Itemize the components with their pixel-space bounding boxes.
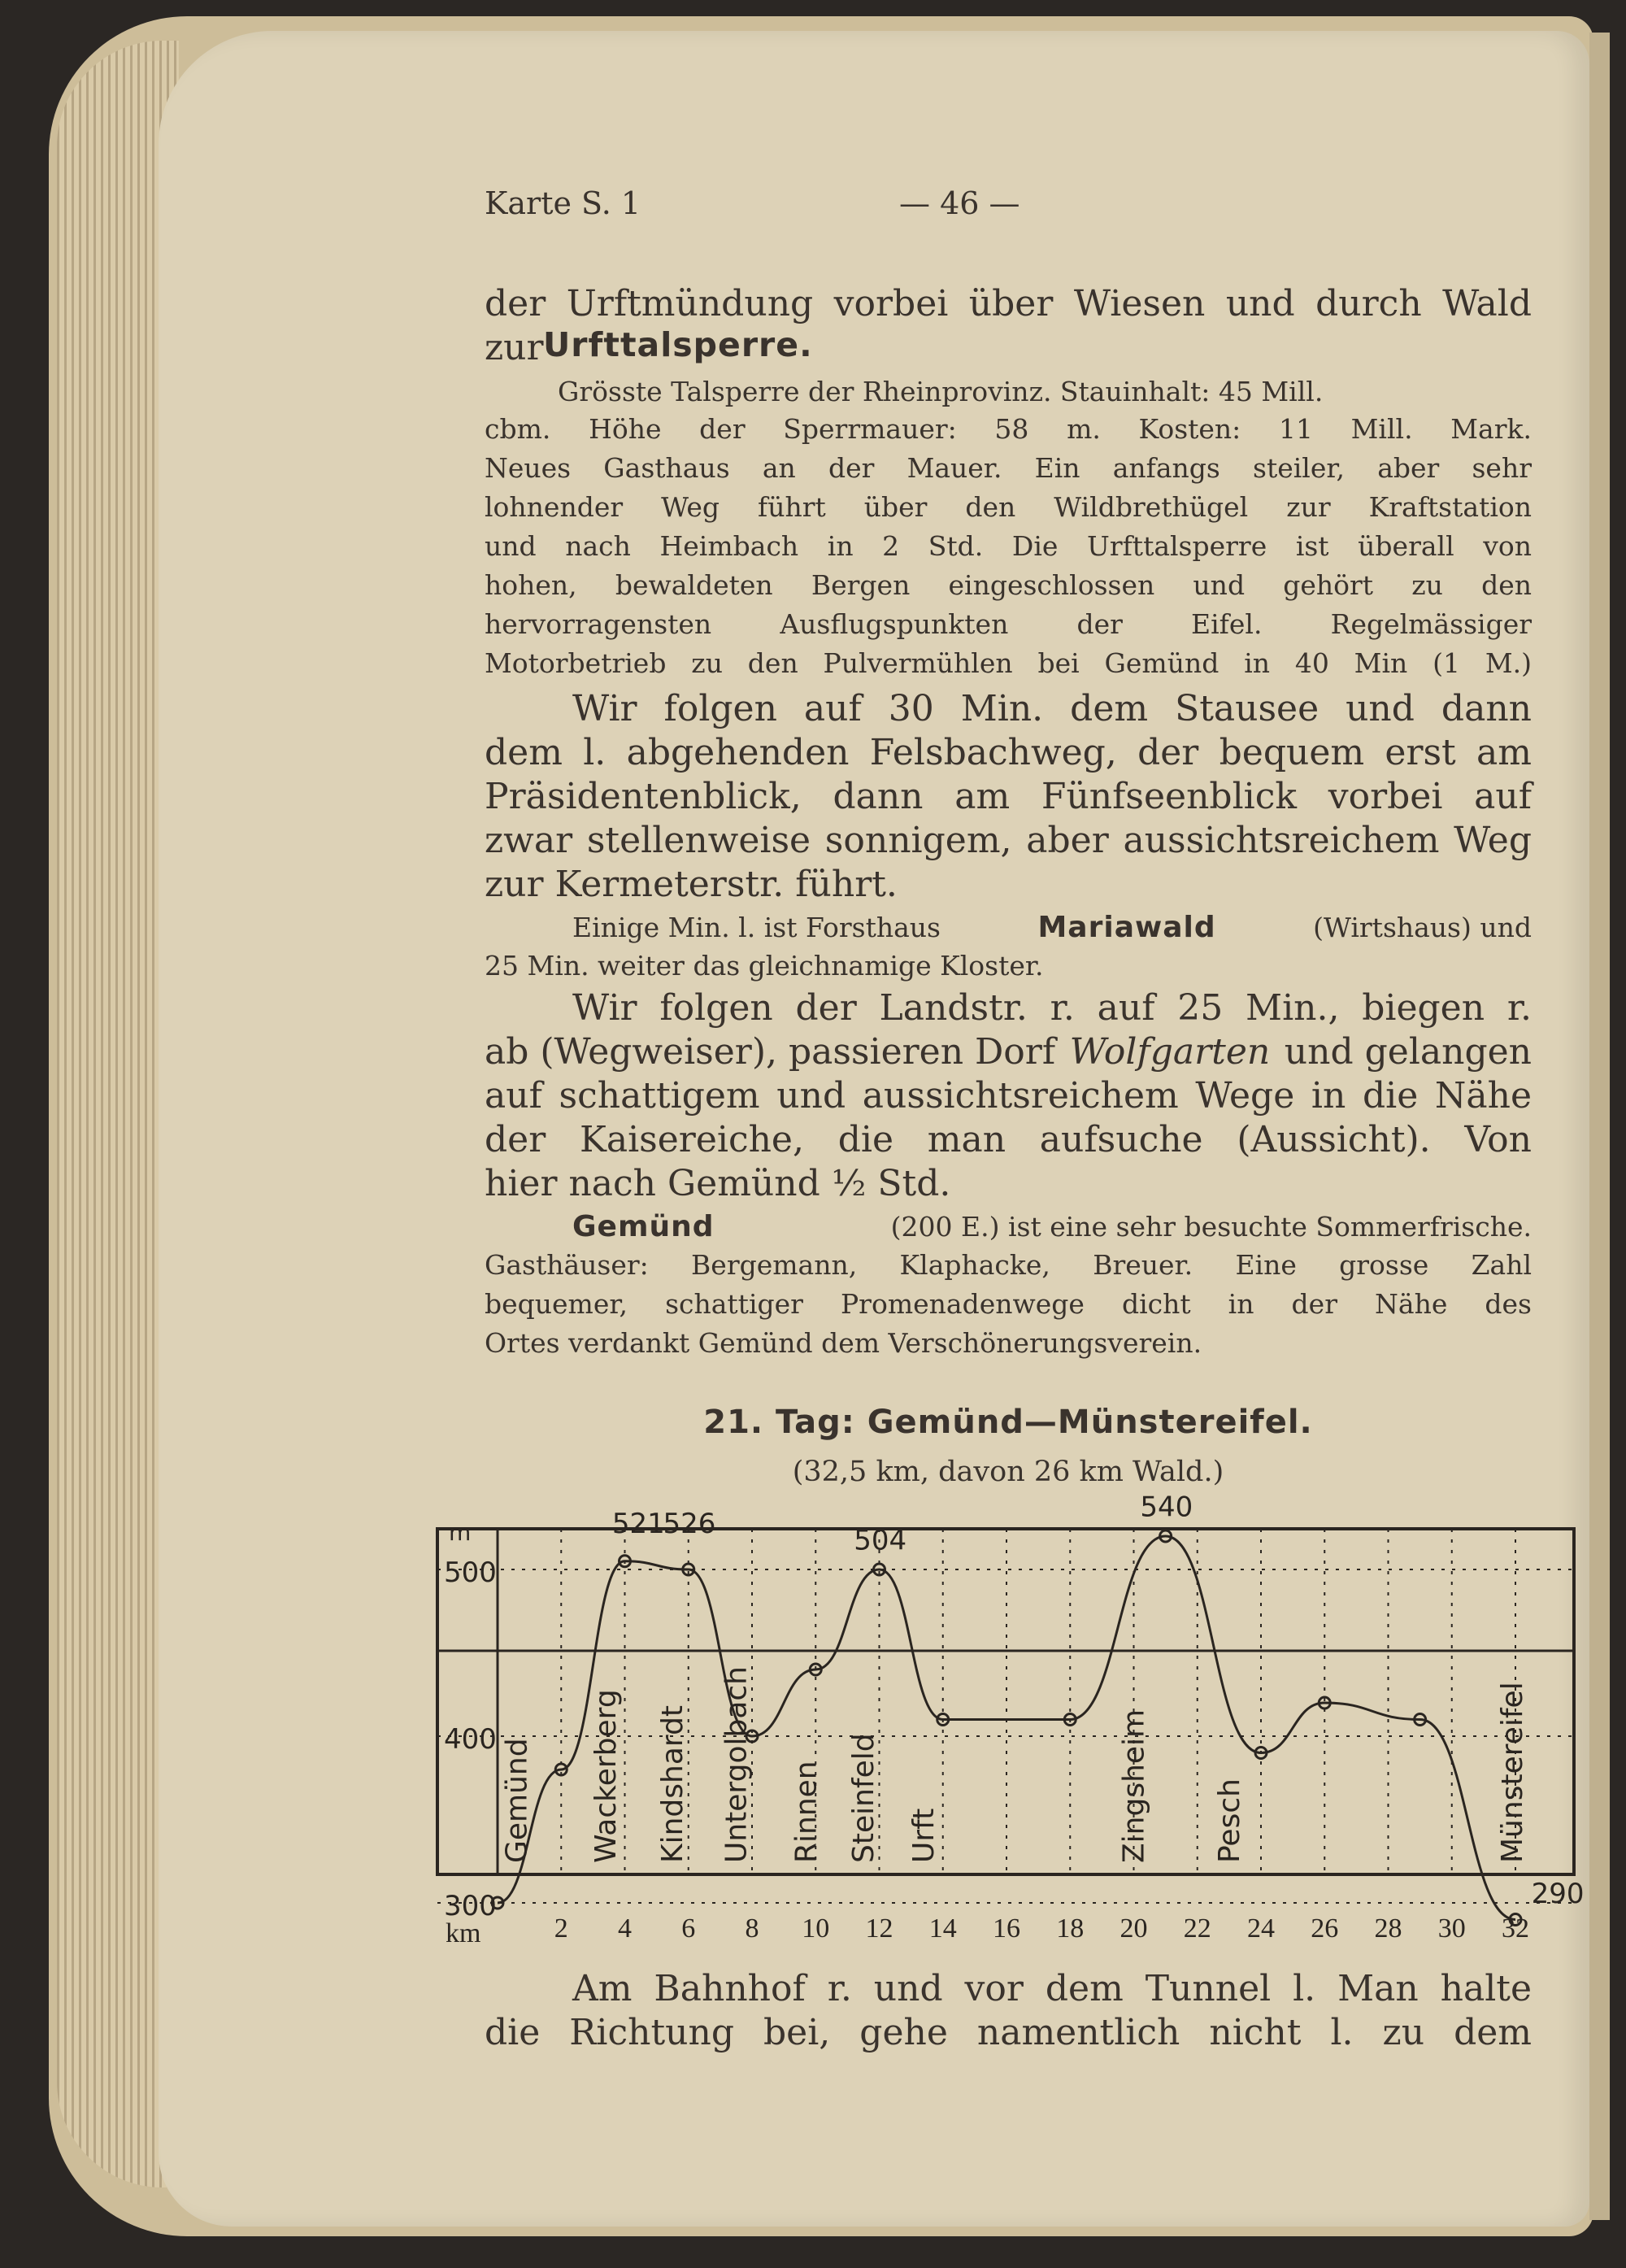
x-tick-label: 12 — [865, 1913, 893, 1944]
text-line: Ortes verdankt Gemünd dem Verschönerungsverein. — [485, 1327, 1202, 1359]
text-line: die Richtung bei, gehe namentlich nicht l. zu dem — [485, 2012, 1532, 2053]
x-tick-label: 16 — [993, 1913, 1020, 1944]
text-line: zwar stellenweise sonnigem, aber aussichtsreichem Weg — [485, 820, 1532, 861]
x-tick-label: 14 — [928, 1913, 957, 1944]
text-line: bequemer, schattiger Promenadenwege dicht in der Nähe des — [485, 1288, 1532, 1320]
y-tick-label: 300 — [444, 1890, 497, 1922]
elevation-label: 540 — [1140, 1491, 1193, 1524]
text-line: auf schattigem und aussichtsreichem Wege in die Nähe — [485, 1075, 1532, 1117]
place-label: Pesch — [1212, 1778, 1246, 1863]
place-heading-urfttalsperre: Urfttalsperre. — [543, 325, 813, 364]
place-label: Wackerberg — [589, 1689, 623, 1863]
x-tick-label: 22 — [1183, 1913, 1211, 1944]
text-line: Wir folgen auf 30 Min. dem Stausee und dann — [572, 688, 1532, 729]
elevation-label: 290 — [1531, 1878, 1585, 1911]
text-segment: ab (Wegweiser), passieren Dorf — [485, 1031, 1056, 1073]
day-subheading: (32,5 km, davon 26 km Wald.) — [792, 1456, 1224, 1488]
elevation-label: 504 — [854, 1524, 907, 1557]
place-label: Rinnen — [789, 1761, 824, 1863]
text-line: Grösste Talsperre der Rheinprovinz. Stauinhalt: 45 Mill. — [558, 376, 1324, 407]
text-segment: Einige Min. l. ist Forsthaus — [572, 912, 941, 943]
text-line: cbm. Höhe der Sperrmauer: 58 m. Kosten: 11 Mill. Mark. — [485, 413, 1532, 445]
x-tick-label: 32 — [1502, 1913, 1529, 1944]
text-line: hier nach Gemünd ½ Std. — [485, 1163, 951, 1204]
x-tick-label: 30 — [1437, 1913, 1466, 1944]
place-label: Steinfeld — [846, 1733, 880, 1863]
day-heading: 21. Tag: Gemünd—Münstereifel. — [703, 1404, 1313, 1441]
text-segment: (200 E.) ist eine sehr besuchte Sommerfrische. — [890, 1211, 1532, 1243]
text-segment: und gelangen — [1284, 1031, 1532, 1073]
x-tick-label: 18 — [1056, 1913, 1085, 1944]
text-segment: (Wirtshaus) und — [1313, 912, 1532, 943]
x-axis-labels — [446, 1913, 1529, 1948]
text-line: und nach Heimbach in 2 Std. Die Urfttalsperre ist überall von — [485, 530, 1532, 562]
text-line: 25 Min. weiter das gleichnamige Kloster. — [485, 950, 1044, 982]
text-line: dem l. abgehenden Felsbachweg, der bequem erst am — [485, 732, 1532, 773]
x-tick-label: 4 — [618, 1913, 632, 1944]
y-tick-label: 400 — [444, 1723, 497, 1756]
text-line: hervorragensten Ausflugspunkten der Eifel. Regelmässiger — [485, 608, 1532, 640]
place-heading-gemuend: Gemünd — [572, 1210, 715, 1243]
text-line: Am Bahnhof r. und vor dem Tunnel l. Man halte — [572, 1968, 1532, 2009]
text-line: Motorbetrieb zu den Pulvermühlen bei Gemünd in 40 Min (1 M.) — [485, 647, 1532, 679]
x-tick-label: 20 — [1120, 1913, 1148, 1944]
y-unit-label: m — [449, 1519, 472, 1546]
x-tick-label: 8 — [745, 1913, 759, 1944]
text-line: der Kaisereiche, die man aufsuche (Aussicht). Von — [485, 1119, 1532, 1160]
x-tick-label: 24 — [1247, 1913, 1275, 1944]
text-line: hohen, bewaldeten Bergen eingeschlossen und gehört zu den — [485, 569, 1532, 601]
page-number: — 46 — — [899, 185, 1020, 221]
elevation-labels — [612, 1491, 1585, 1911]
elevation-label: 521 — [611, 1508, 665, 1540]
x-tick-label: 28 — [1374, 1913, 1402, 1944]
place-name-wolfgarten: Wolfgarten — [1069, 1031, 1271, 1073]
x-tick-label: 2 — [554, 1913, 568, 1944]
place-label: Untergolbach — [720, 1666, 754, 1863]
x-tick-label: 6 — [681, 1913, 696, 1944]
place-label: Zingsheim — [1117, 1709, 1151, 1863]
text-line: zur Kermeterstr. führt. — [485, 864, 898, 905]
place-labels — [500, 1666, 1529, 1863]
map-reference: Karte S. 1 — [485, 185, 641, 221]
text-line: zur — [485, 327, 544, 368]
y-axis-labels — [444, 1519, 497, 1922]
place-label: Urft — [907, 1808, 941, 1863]
text-line: der Urftmündung vorbei über Wiesen und durch Wald — [485, 283, 1532, 324]
x-unit-label: km — [446, 1918, 481, 1948]
y-tick-label: 500 — [444, 1556, 497, 1589]
text-line: Präsidentenblick, dann am Fünfseenblick vorbei auf — [485, 776, 1532, 817]
elevation-line — [492, 1530, 1521, 1926]
place-label: Münstereifel — [1496, 1682, 1529, 1863]
text-line: Neues Gasthaus an der Mauer. Ein anfangs steiler, aber sehr — [485, 452, 1532, 484]
place-label: Kindshardt — [656, 1704, 690, 1863]
text-line: Gasthäuser: Bergemann, Klaphacke, Breuer. Eine grosse Zahl — [485, 1249, 1532, 1281]
place-heading-mariawald: Mariawald — [1037, 911, 1216, 944]
place-label: Gemünd — [500, 1738, 534, 1863]
x-tick-label: 10 — [802, 1913, 830, 1944]
text-line: Wir folgen der Landstr. r. auf 25 Min., biegen r. — [572, 987, 1532, 1029]
elevation-label: 526 — [663, 1508, 716, 1540]
x-tick-label: 26 — [1311, 1913, 1339, 1944]
text-line: lohnender Weg führt über den Wildbrethügel zur Kraftstation — [485, 491, 1532, 523]
